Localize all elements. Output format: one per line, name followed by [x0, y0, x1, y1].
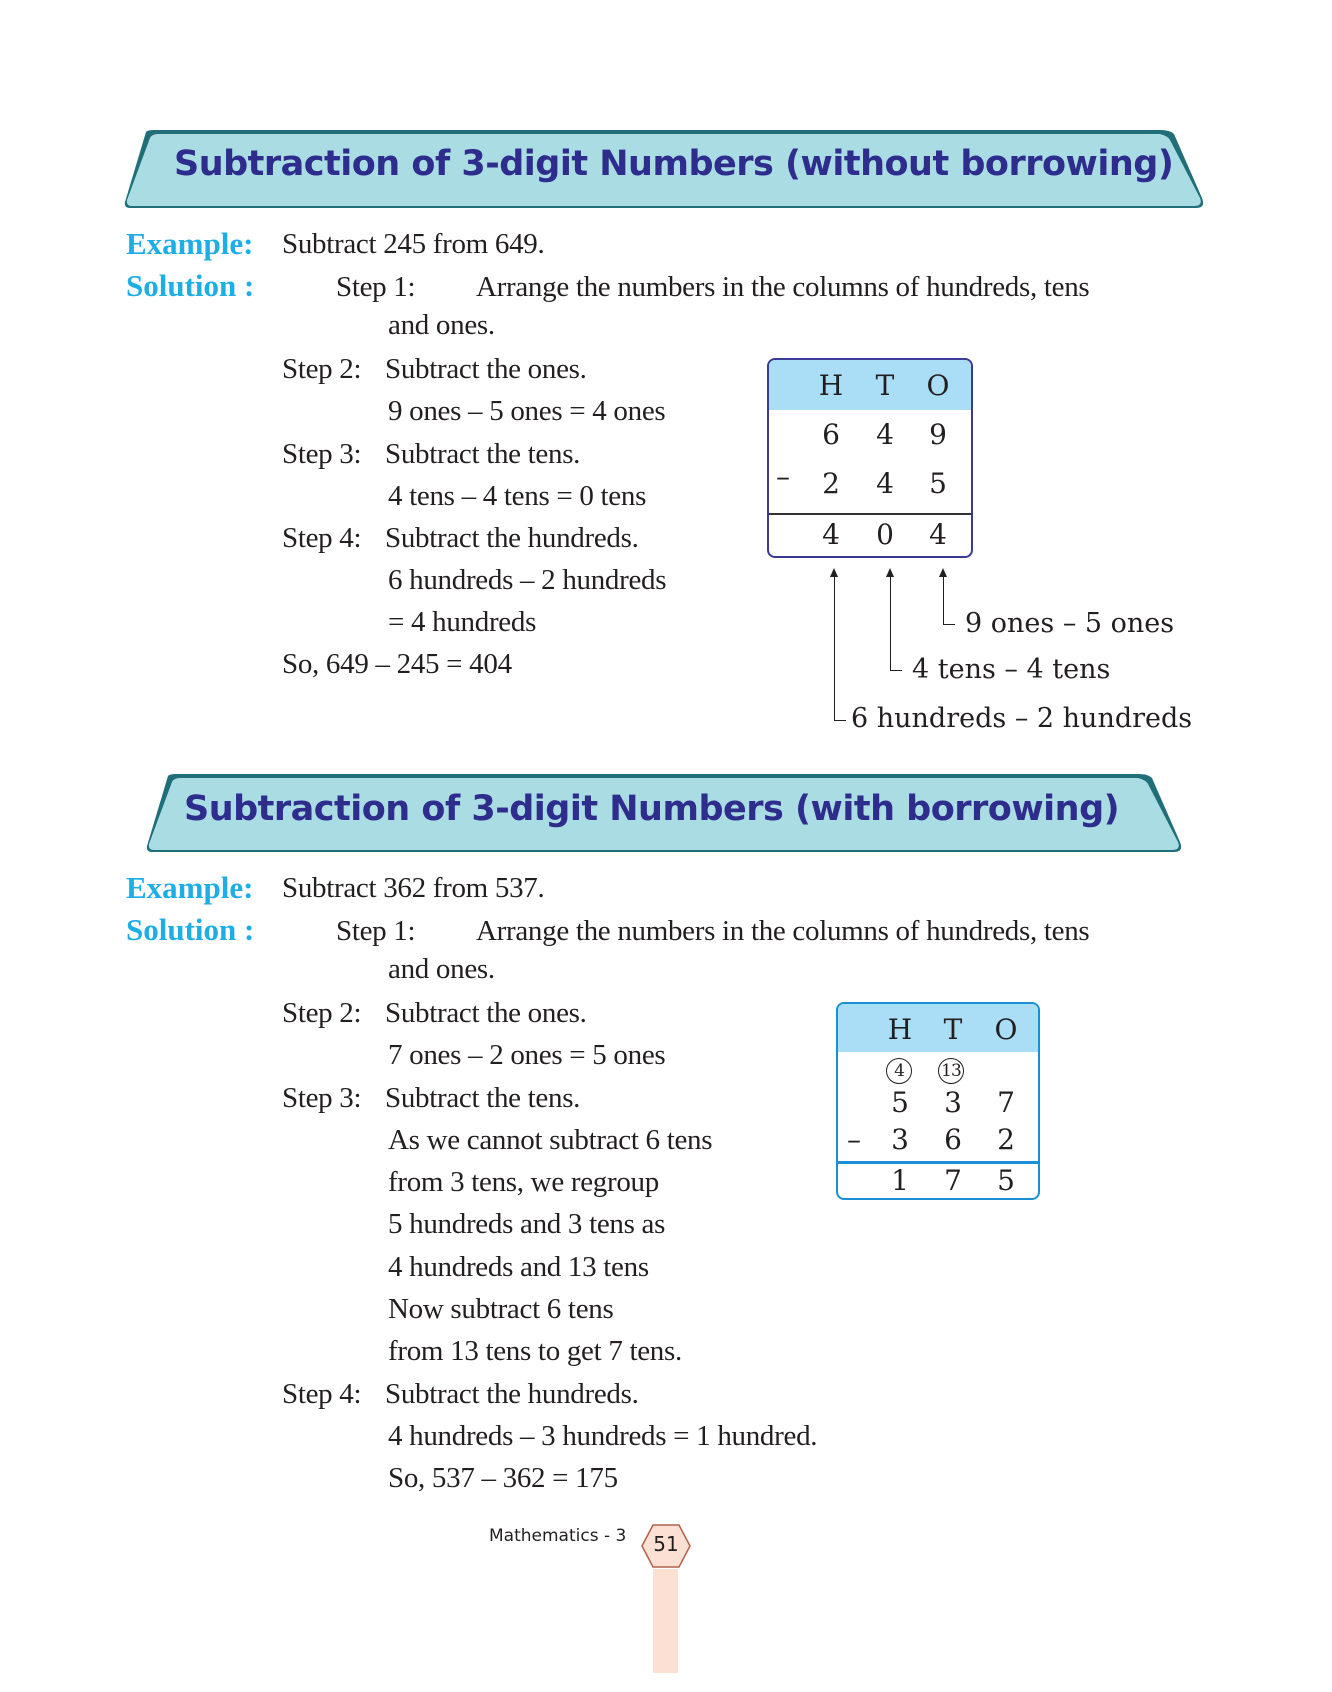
arrow-line	[834, 574, 835, 721]
subtrahend-o: 2	[997, 1123, 1015, 1156]
header-hundreds: H	[818, 369, 844, 402]
step3-line: from 13 tens to get 7 tens.	[388, 1335, 682, 1367]
step1-label: Step 1:	[336, 271, 416, 303]
footer-book-title: Mathematics - 3	[489, 1526, 627, 1546]
minuend-t: 4	[876, 418, 894, 451]
step3-line: 4 hundreds and 13 tens	[388, 1251, 649, 1283]
header-tens: T	[943, 1013, 963, 1046]
step2-line: 7 ones – 2 ones = 5 ones	[388, 1039, 666, 1071]
section-banner-with-borrowing	[142, 772, 1187, 856]
step4-text: Subtract the hundreds.	[385, 522, 639, 554]
example-text: Subtract 362 from 537.	[282, 872, 545, 904]
result-t: 0	[876, 518, 894, 551]
conclusion: So, 537 – 362 = 175	[388, 1462, 618, 1494]
subtrahend-h: 3	[891, 1123, 909, 1156]
step3-text: Subtract the tens.	[385, 438, 581, 470]
step3-label: Step 3:	[282, 438, 362, 470]
minuend-t: 3	[944, 1086, 962, 1119]
result-o: 4	[929, 518, 947, 551]
step3-line: As we cannot subtract 6 tens	[388, 1124, 713, 1156]
step1-label: Step 1:	[336, 915, 416, 947]
step4-label: Step 4:	[282, 522, 362, 554]
header-hundreds: H	[887, 1013, 913, 1046]
step1-continued: and ones.	[388, 953, 495, 985]
step4-line: 6 hundreds – 2 hundreds	[388, 564, 667, 596]
subtrahend-h: 2	[822, 467, 840, 500]
arrow-line	[943, 624, 955, 625]
step3-label: Step 3:	[282, 1082, 362, 1114]
section-title: Subtraction of 3-digit Numbers (with borrowing)	[184, 789, 1120, 829]
hto-table-borrowing	[836, 1002, 1040, 1200]
step3-text: Subtract the tens.	[385, 1082, 581, 1114]
minuend-h: 5	[891, 1086, 909, 1119]
minuend-o: 7	[997, 1086, 1015, 1119]
example-label: Example:	[126, 870, 254, 905]
annotation-ones: 9 ones – 5 ones	[965, 608, 1175, 639]
section-title: Subtraction of 3-digit Numbers (without borrowing)	[174, 144, 1174, 184]
arrow-line	[834, 720, 846, 721]
example-label: Example:	[126, 226, 254, 261]
minus-sign: –	[847, 1123, 861, 1156]
page-number: 51	[653, 1532, 679, 1556]
step4-label: Step 4:	[282, 1378, 362, 1410]
step2-line: 9 ones – 5 ones = 4 ones	[388, 395, 666, 427]
minus-sign: –	[776, 460, 790, 493]
example-text: Subtract 245 from 649.	[282, 228, 545, 260]
solution-label: Solution :	[126, 912, 255, 947]
header-tens: T	[875, 369, 895, 402]
page-number-badge	[641, 1524, 691, 1568]
result-t: 7	[944, 1164, 962, 1197]
result-o: 5	[997, 1164, 1015, 1197]
footer-accent-bar	[653, 1569, 678, 1673]
hto-table	[767, 358, 973, 558]
step2-text: Subtract the ones.	[385, 353, 587, 385]
step2-label: Step 2:	[282, 353, 362, 385]
regrouped-tens: 13	[938, 1058, 964, 1084]
minuend-o: 9	[929, 418, 947, 451]
arrow-line	[890, 670, 902, 671]
subtrahend-t: 4	[876, 467, 894, 500]
step3-line: 5 hundreds and 3 tens as	[388, 1208, 666, 1240]
step1-text: Arrange the numbers in the columns of hundreds, tens	[476, 271, 1090, 303]
subtrahend-t: 6	[944, 1123, 962, 1156]
step2-label: Step 2:	[282, 997, 362, 1029]
result-h: 1	[891, 1164, 909, 1197]
annotation-hundreds: 6 hundreds – 2 hundreds	[851, 703, 1193, 734]
regrouped-hundreds: 4	[886, 1058, 912, 1084]
solution-label: Solution :	[126, 268, 255, 303]
step1-text: Arrange the numbers in the columns of hundreds, tens	[476, 915, 1090, 947]
step4-line: 4 hundreds – 3 hundreds = 1 hundred.	[388, 1420, 818, 1452]
step4-line: = 4 hundreds	[388, 606, 537, 638]
annotation-tens: 4 tens – 4 tens	[912, 654, 1111, 685]
minuend-h: 6	[822, 418, 840, 451]
step3-line: from 3 tens, we regroup	[388, 1166, 659, 1198]
arrow-line	[890, 574, 891, 671]
result-h: 4	[822, 518, 840, 551]
step4-text: Subtract the hundreds.	[385, 1378, 639, 1410]
arrow-line	[943, 574, 944, 625]
header-ones: O	[926, 369, 950, 402]
subtrahend-o: 5	[929, 467, 947, 500]
section-banner-without-borrowing	[120, 128, 1210, 212]
result-rule	[769, 513, 971, 515]
step1-continued: and ones.	[388, 309, 495, 341]
step3-line: 4 tens – 4 tens = 0 tens	[388, 480, 647, 512]
conclusion: So, 649 – 245 = 404	[282, 648, 512, 680]
step3-line: Now subtract 6 tens	[388, 1293, 614, 1325]
step2-text: Subtract the ones.	[385, 997, 587, 1029]
header-ones: O	[994, 1013, 1018, 1046]
